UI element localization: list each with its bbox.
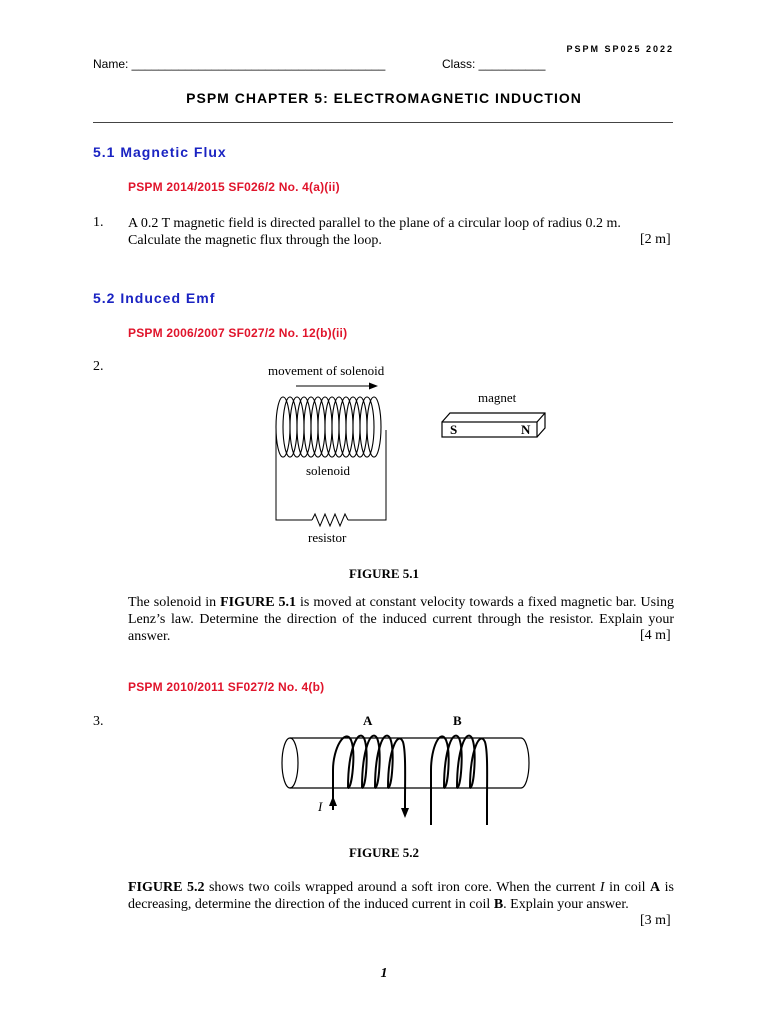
- exam-code: PSPM SP025 2022: [566, 44, 674, 54]
- question-number-3: 3.: [93, 714, 104, 729]
- question-number-1: 1.: [93, 215, 104, 230]
- name-field: Name: ______________________________________: [93, 57, 386, 71]
- question-3-coil-a-ref: A: [650, 880, 661, 895]
- movement-label: movement of solenoid: [268, 363, 385, 378]
- question-2-marks: [4 m]: [640, 628, 671, 643]
- figure-5-1-caption: FIGURE 5.1: [348, 566, 420, 581]
- figure-5-2-caption: FIGURE 5.2: [348, 845, 420, 860]
- magnet-pole-s: S: [450, 422, 458, 437]
- question-3-coil-b-ref: B: [493, 897, 504, 912]
- question-1-line-2: Calculate the magnetic flux through the loop.: [128, 233, 382, 248]
- question-number-2: 2.: [93, 359, 104, 374]
- question-3-text: [128, 879, 674, 913]
- page-title: PSPM CHAPTER 5: ELECTROMAGNETIC INDUCTION: [186, 90, 582, 106]
- question-3-text-1: shows two coils wrapped around a soft iron core. When the current: [204, 880, 600, 895]
- coil-a-label: A: [363, 713, 373, 728]
- resistor-label: resistor: [308, 530, 347, 545]
- solenoid-label: solenoid: [306, 463, 351, 478]
- question-2-text-pre: The solenoid in: [128, 595, 221, 610]
- current-i-label: I: [318, 799, 323, 814]
- question-2-figure-ref: FIGURE 5.1: [220, 595, 297, 610]
- question-source-1: PSPM 2014/2015 SF026/2 No. 4(a)(ii): [128, 180, 340, 194]
- page-number: 1: [380, 966, 388, 981]
- coil-b-label: B: [453, 713, 462, 728]
- question-3-text-3: is decreasing, determine the direction of the induced current in coil: [128, 880, 674, 912]
- class-field: Class: __________: [442, 57, 546, 71]
- question-2-text-post: is moved at constant velocity towards a fixed magnetic bar. Using Lenz’s law. Determine the direction of the induced current through the resistor. Explain your answer.: [128, 595, 674, 644]
- question-3-figure-ref: FIGURE 5.2: [128, 880, 205, 895]
- question-1-marks: [2 m]: [640, 232, 671, 247]
- section-heading-induced-emf: 5.2 Induced Emf: [93, 290, 216, 306]
- figure-5-2-diagram: [0, 700, 768, 840]
- question-3-text-4: . Explain your answer.: [503, 897, 629, 912]
- magnet-pole-n: N: [521, 422, 531, 437]
- question-source-2: PSPM 2006/2007 SF027/2 No. 12(b)(ii): [128, 326, 348, 340]
- question-source-3: PSPM 2010/2011 SF027/2 No. 4(b): [128, 680, 325, 694]
- section-heading-magnetic-flux: 5.1 Magnetic Flux: [93, 144, 227, 160]
- question-1-line-1: A 0.2 T magnetic field is directed parallel to the plane of a circular loop of radius 0.2 m.: [128, 216, 621, 231]
- question-3-marks: [3 m]: [640, 913, 671, 928]
- question-3-text-2: in coil: [604, 880, 651, 895]
- question-2-text: [128, 594, 674, 645]
- magnet-label: magnet: [478, 390, 517, 405]
- question-3-current-symbol: I: [599, 880, 605, 895]
